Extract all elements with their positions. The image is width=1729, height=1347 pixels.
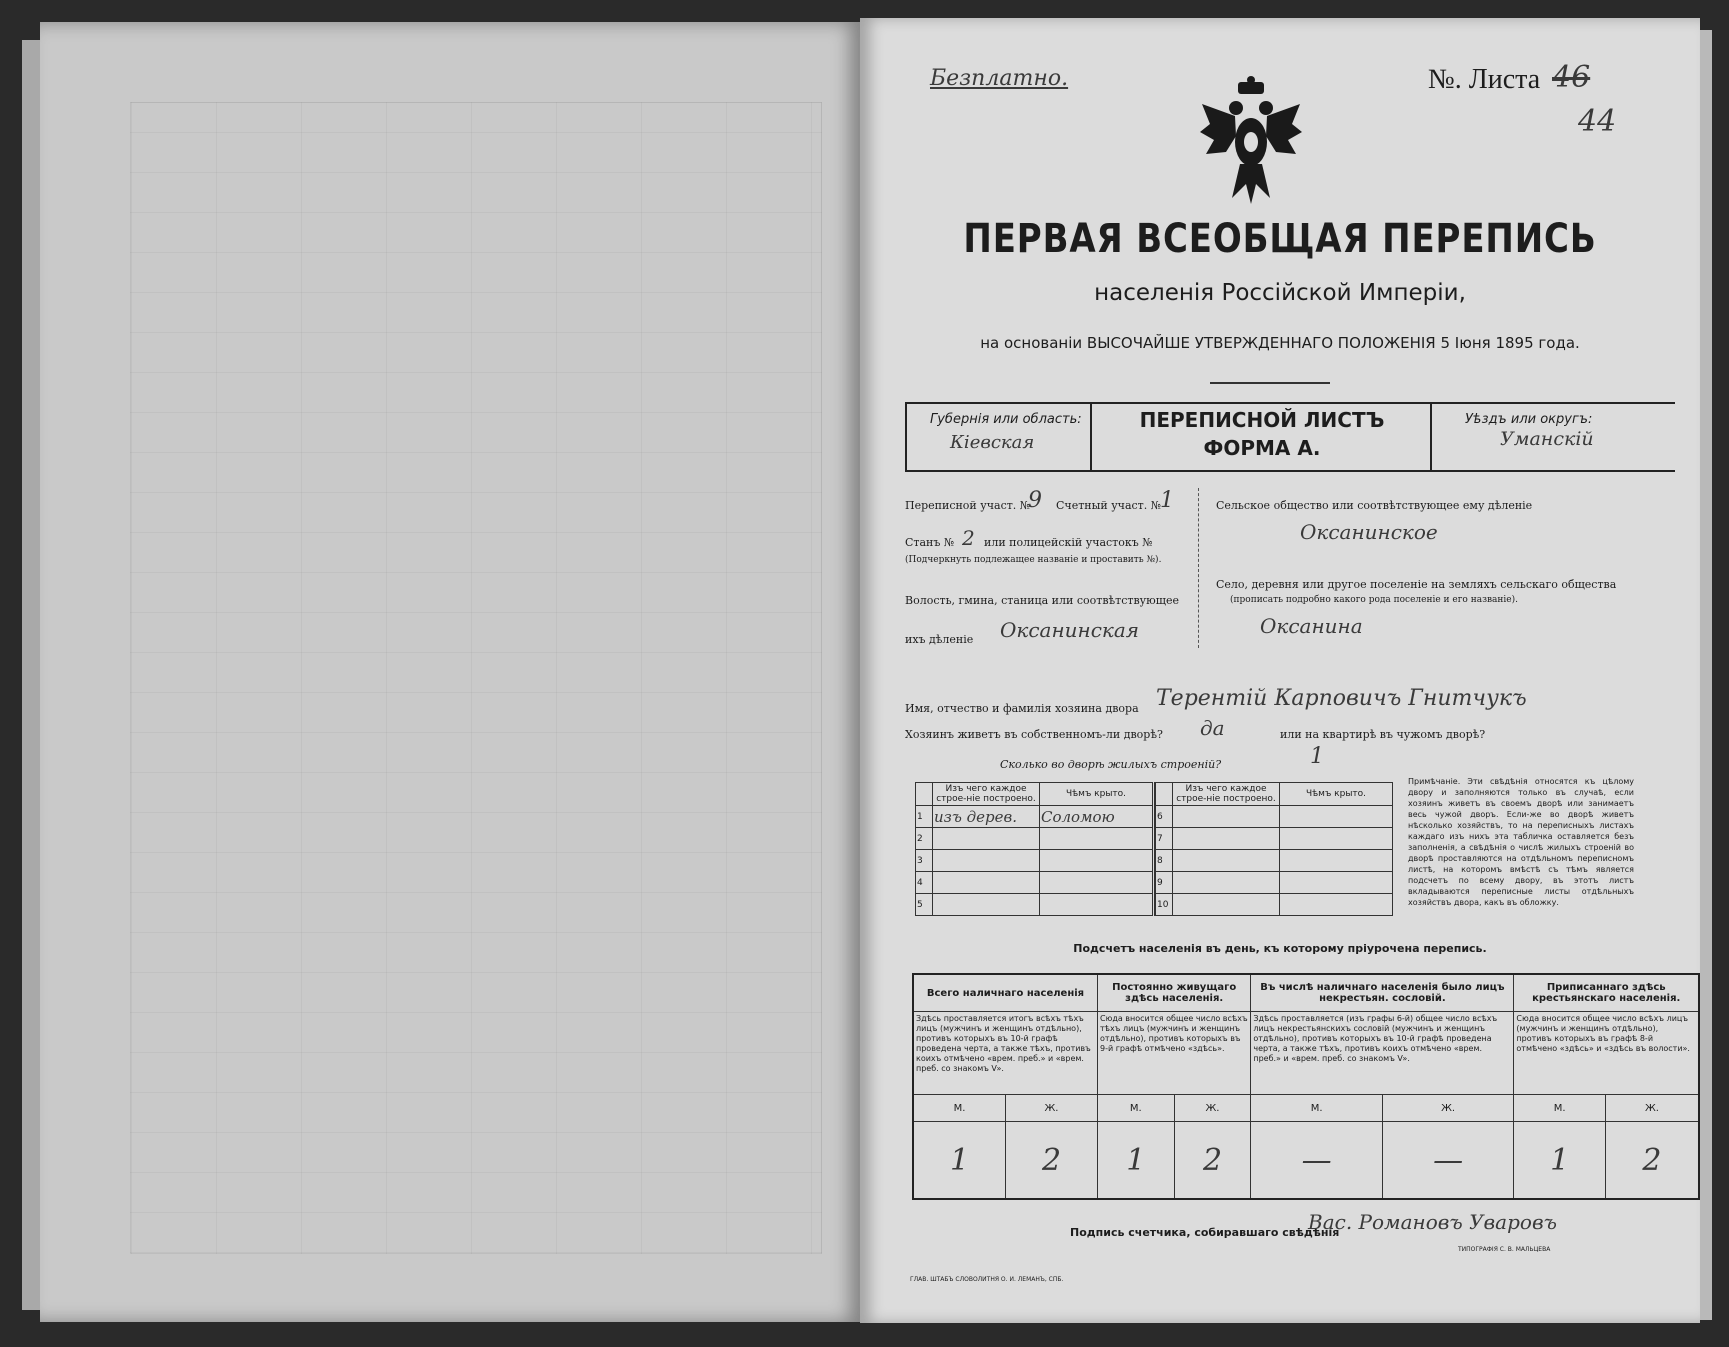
count-col-desc: Сюда вносится общее число всѣхъ тѣхъ лицъ (мужчинъ и женщинъ отдѣльно), противъ которыхъ въ 9-й графѣ отмѣчено «здѣсь». [1098, 1012, 1251, 1095]
male-label: М. [1514, 1095, 1605, 1122]
uchastok-label: Переписной участ. № [905, 499, 1031, 512]
form-header-divider [905, 402, 907, 472]
census-form-page [860, 18, 1700, 1323]
count-col-desc: Здѣсь проставляется итогъ всѣхъ тѣхъ лицъ (мужчинъ и женщинъ отдѣльно), противъ которыхъ въ 10-й графѣ проведена черта, а также тѣхъ, противъ коихъ отмѣчено «врем. преб.» и «врем. преб. со знакомъ V». [913, 1012, 1098, 1095]
sheet-number-new: 44 [1578, 104, 1617, 139]
form-header-divider [1430, 402, 1432, 472]
imprint-left: ГЛАВ. ШТАБЪ СЛОВОЛИТНЯ О. И. ЛЕМАНЪ, СПБ. [910, 1276, 1064, 1283]
count-heading: Подсчетъ населенія въ день, къ которому пріурочена перепись. [1073, 942, 1487, 955]
row-number: 9 [1156, 872, 1173, 894]
count-values-row [913, 1122, 1699, 1200]
count-value: 1 [1514, 1122, 1605, 1200]
row-roof: Соломою [1040, 806, 1154, 828]
count-value: — [1251, 1122, 1383, 1200]
count-col-title: Всего наличнаго населенія [913, 974, 1098, 1012]
owner-value: Терентій Карповичъ Гнитчукъ [1156, 686, 1527, 711]
count-table [912, 973, 1700, 1200]
imprint-right: ТИПОГРАФІЯ С. В. МАЛЬЦЕВА [1458, 1246, 1551, 1253]
note-text: Примѣчаніе. Эти свѣдѣнія относятся къ цѣлому двору и заполняются только въ случаѣ, если хозяинъ живетъ въ своемъ дворѣ или занимаетъ весь чужой дворъ. Если-же во дворѣ живетъ нѣсколько хозяйствъ, то на переписныхъ листахъ каждаго изъ нихъ эта табличка оставляется безъ заполненія, а свѣдѣнія о числѣ жилыхъ строеній во дворѣ проставляются на отдѣльномъ переписномъ листѣ, на которомъ вмѣстѣ съ тѣмъ является подсчетъ по всему двору, въ этотъ листъ вкладываются переписные листы отдѣльныхъ хозяйствъ двора, какъ въ обложку. [1408, 777, 1634, 907]
volost-label: Волость, гмина, станица или соотвѣтствующее [905, 594, 1179, 607]
row-number: 6 [1156, 806, 1173, 828]
left-page [40, 22, 862, 1322]
female-label: Ж. [1174, 1095, 1251, 1122]
female-label: Ж. [1605, 1095, 1699, 1122]
form-name: ПЕРЕПИСНОЙ ЛИСТЪ [1139, 408, 1385, 432]
row-number: 7 [1156, 828, 1173, 850]
census-subtitle: населенія Россійской Имперіи, [1094, 280, 1466, 306]
count-col-title: Постоянно живущаго здѣсь населенія. [1098, 974, 1251, 1012]
society-label: Сельское общество или соотвѣтствующее ему дѣленіе [1216, 499, 1533, 512]
table-row [916, 828, 1393, 850]
own-yard-label: Хозяинъ живетъ въ собственномъ-ли дворѣ? [905, 728, 1163, 741]
underline-note: (Подчеркнуть подлежащее названіе и проставить №). [905, 555, 1162, 565]
schetny-label: Счетный участ. № [1056, 499, 1162, 512]
signature-value: Вас. Романовъ Уваровъ [1308, 1210, 1557, 1234]
count-col-desc: Здѣсь проставляется (изъ графы 6-й) общее число всѣхъ лицъ некрестьянскихъ сословій (мужчинъ и женщинъ отдѣльно), противъ которыхъ въ 10-й графѣ проведена черта, а также тѣхъ, противъ коихъ отмѣчено «врем. преб.» и «врем. преб. со знакомъ V». [1251, 1012, 1514, 1095]
count-col-title: Въ числѣ наличнаго населенія было лицъ некрестьян. сословій. [1251, 974, 1514, 1012]
left-page-faded-grid [130, 102, 822, 1254]
female-label: Ж. [1006, 1095, 1098, 1122]
table-row [916, 806, 1393, 828]
fields-divider [1198, 488, 1199, 648]
schetny-value: 1 [1160, 488, 1174, 513]
sheet-number-label: №. Листа [1428, 64, 1541, 95]
count-value: 2 [1605, 1122, 1699, 1200]
buildings-col-material: Изъ чего каждое строе-ніе построено. [933, 783, 1040, 806]
census-basis: на основаніи ВЫСОЧАЙШЕ УТВЕРЖДЕННАГО ПОЛОЖЕНІЯ 5 Іюня 1895 года. [980, 334, 1580, 352]
uchastok-value: 9 [1028, 488, 1042, 513]
police-label: или полицейскій участокъ № [984, 536, 1153, 549]
stan-value: 2 [962, 526, 975, 550]
owner-label: Имя, отчество и фамилія хозяина двора [905, 702, 1139, 715]
own-yard-value: да [1200, 716, 1225, 740]
table-row [916, 872, 1393, 894]
female-label: Ж. [1382, 1095, 1514, 1122]
title-divider [1210, 382, 1330, 384]
other-yard-label: или на квартирѣ въ чужомъ дворѣ? [1280, 728, 1486, 741]
row-number: 5 [916, 894, 933, 916]
buildings-table [915, 782, 1393, 916]
buildings-col-roof-2: Чѣмъ крыто. [1280, 783, 1393, 806]
uyezd-value: Уманскій [1500, 428, 1594, 450]
buildings-value: 1 [1310, 744, 1324, 769]
row-material: изъ дерев. [933, 806, 1040, 828]
male-label: М. [913, 1095, 1006, 1122]
society-value: Оксанинское [1300, 520, 1438, 544]
form-header-divider [1090, 402, 1092, 472]
signature-label: Подпись счетчика, собиравшаго свѣдѣнія [1070, 1226, 1340, 1239]
row-number: 4 [916, 872, 933, 894]
male-label: М. [1251, 1095, 1383, 1122]
count-value: — [1382, 1122, 1514, 1200]
guberniya-value: Кіевская [950, 432, 1035, 453]
count-col-desc: Сюда вносится общее число всѣхъ лицъ (мужчинъ и женщинъ отдѣльно), противъ которыхъ въ графѣ 8-й отмѣчено «здѣсь» и «здѣсь въ волости». [1514, 1012, 1699, 1095]
uyezd-label: Уѣздъ или округъ: [1465, 412, 1593, 427]
stan-label: Станъ № [905, 536, 955, 549]
count-value: 2 [1006, 1122, 1098, 1200]
row-number: 2 [916, 828, 933, 850]
table-row [916, 894, 1393, 916]
form-letter: ФОРМА А. [1203, 436, 1321, 460]
row-number: 1 [916, 806, 933, 828]
village-value: Оксанина [1260, 614, 1363, 638]
count-value: 2 [1174, 1122, 1251, 1200]
buildings-col-roof: Чѣмъ крыто. [1040, 783, 1154, 806]
village-label: Село, деревня или другое поселеніе на земляхъ сельскаго общества [1216, 578, 1617, 591]
count-value: 1 [913, 1122, 1006, 1200]
row-number: 8 [1156, 850, 1173, 872]
imperial-eagle-icon [1196, 76, 1306, 206]
volost-value: Оксанинская [1000, 618, 1140, 642]
row-number: 3 [916, 850, 933, 872]
village-note: (прописать подробно какого рода поселеніе и его названіе). [1230, 595, 1518, 605]
count-col-title: Приписаннаго здѣсь крестьянскаго населенія. [1514, 974, 1699, 1012]
row-number: 10 [1156, 894, 1173, 916]
male-label: М. [1098, 1095, 1175, 1122]
buildings-col-material-2: Изъ чего каждое строе-ніе построено. [1173, 783, 1280, 806]
table-row [916, 850, 1393, 872]
buildings-label: Сколько во дворѣ жилыхъ строеній? [1000, 758, 1222, 771]
count-value: 1 [1098, 1122, 1175, 1200]
volost-label-2: ихъ дѣленіе [905, 633, 974, 646]
census-title: ПЕРВАЯ ВСЕОБЩАЯ ПЕРЕПИСЬ [963, 216, 1597, 262]
free-label: Безплатно. [930, 66, 1069, 91]
sheet-number-struck: 46 [1552, 60, 1591, 95]
guberniya-label: Губернія или область: [930, 412, 1082, 427]
